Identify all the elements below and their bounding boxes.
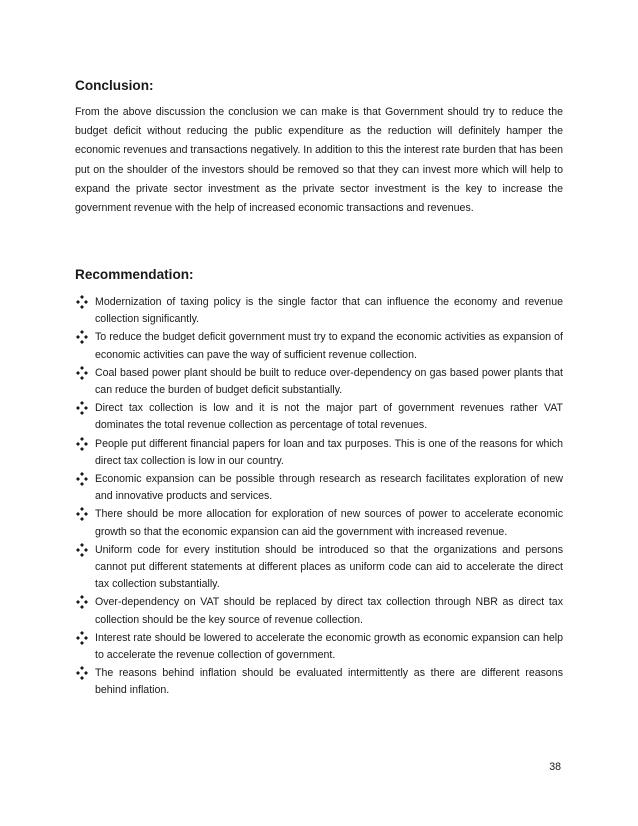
recommendation-text: The reasons behind inflation should be evaluated intermittently as there are different reasons behind inflation. <box>95 667 563 697</box>
conclusion-paragraph: From the above discussion the conclusion we can make is that Government should try to reduce the budget deficit without reducing the public expenditure as the reduction will definitely hamper the economic revenues and transactions negatively. In addition to this the interest rate burden that has been put on the shoulder of the investors should be removed so that they can invest more which will help to expand the private sector investment as the private sector investment is the key to increase the government revenue with the help of increased economic transactions and revenues. <box>75 106 564 215</box>
list-item <box>75 471 563 505</box>
diamond-bullet-icon <box>76 631 88 645</box>
recommendation-text: Coal based power plant should be built to reduce over-dependency on gas based power plants that can reduce the burden of budget deficit substantially. <box>95 366 563 397</box>
conclusion-heading: Conclusion: <box>75 78 154 93</box>
diamond-bullet-icon <box>76 543 88 557</box>
diamond-bullet-icon <box>76 401 88 415</box>
recommendation-text: Over-dependency on VAT should be replaced by direct tax collection through NBR as direct tax collection should be the key source of revenue collection. <box>95 596 563 626</box>
recommendation-text: Interest rate should be lowered to accelerate the economic growth as economic expansion can help to accelerate the revenue collection of government. <box>95 631 563 662</box>
diamond-bullet-icon <box>76 295 88 309</box>
list-item <box>75 506 563 540</box>
recommendation-list <box>75 294 563 701</box>
list-item <box>75 630 563 664</box>
diamond-bullet-icon <box>76 507 88 521</box>
recommendation-text: People put different financial papers for loan and tax purposes. This is one of the reasons for which direct tax collection is low in our country. <box>95 437 563 467</box>
diamond-bullet-icon <box>76 366 88 380</box>
list-item <box>75 542 563 594</box>
list-item <box>75 365 563 399</box>
diamond-bullet-icon <box>76 472 88 486</box>
recommendation-text: Economic expansion can be possible through research as research facilitates exploration of new and innovative products and services. <box>95 473 563 503</box>
list-item <box>75 665 563 699</box>
diamond-bullet-icon <box>76 437 88 451</box>
diamond-bullet-icon <box>76 330 88 344</box>
recommendation-text: To reduce the budget deficit government must try to expand the economic activities as expansion of economic activities can pave the way of sufficient revenue collection. <box>95 331 563 361</box>
list-item <box>75 436 563 470</box>
list-item <box>75 400 563 434</box>
list-item <box>75 594 563 628</box>
list-item <box>75 329 563 363</box>
list-item <box>75 294 563 328</box>
recommendation-text: Uniform code for every institution should be introduced so that the organizations and persons cannot put different statements at different places as uniform code can aid to accelerate the direct tax collection substantially. <box>95 543 563 591</box>
diamond-bullet-icon <box>76 595 88 609</box>
recommendation-text: Modernization of taxing policy is the single factor that can influence the economy and revenue collection significantly. <box>95 296 563 326</box>
recommendation-text: There should be more allocation for exploration of new sources of power to accelerate economic growth so that the economic expansion can aid the government with increased revenue. <box>95 508 563 538</box>
page-number: 38 <box>549 761 561 773</box>
diamond-bullet-icon <box>76 666 88 680</box>
recommendation-heading: Recommendation: <box>75 267 194 282</box>
recommendation-text: Direct tax collection is low and it is not the major part of government revenues rather VAT dominates the total revenue collection as percentage of total revenues. <box>95 402 563 432</box>
